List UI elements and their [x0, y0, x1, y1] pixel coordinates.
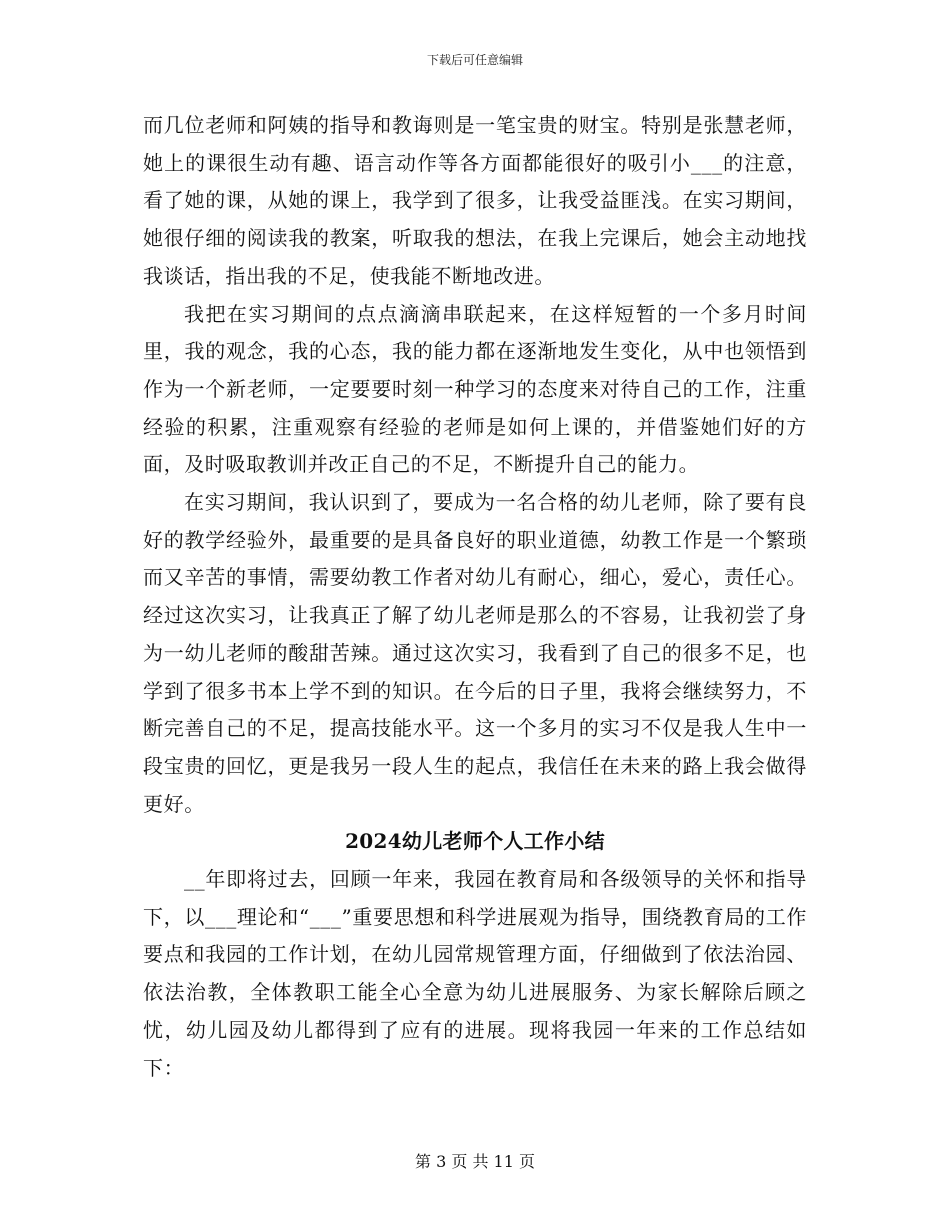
page-footer — [0, 1152, 950, 1172]
page-header — [0, 52, 950, 68]
header-note: 下载后可任意编辑 — [426, 53, 523, 67]
document-body — [143, 107, 807, 1087]
section-title: 2024幼儿老师个人工作小结 — [345, 829, 605, 854]
body-paragraph-1: 而几位老师和阿姨的指导和教诲则是一笔宝贵的财宝。特别是张慧老师，她上的课很生动有趣、语言动作等各方面都能很好的吸引小___的注意，看了她的课，从她的课上，我学到了很多，让我受益匪浅。在实习期间，她很仔细的阅读我的教案，听取我的想法，在我上完课后，她会主动地找我谈话，指出我的不足，使我能不断地改进。 — [143, 113, 807, 288]
section-paragraph-1: __年即将过去，回顾一年来，我园在教育局和各级领导的关怀和指导下，以___理论和“___”重要思想和科学进展观为指导，围绕教育局的工作要点和我园的工作计划，在幼儿园常规管理方面，仔细做到了依法治园、依法治教，全体教职工能全心全意为幼儿进展服务、为家长解除后顾之忧，幼儿园及幼儿都得到了应有的进展。现将我园一年来的工作总结如下： — [143, 867, 807, 1080]
body-paragraph-3: 在实习期间，我认识到了，要成为一名合格的幼儿老师，除了要有良好的教学经验外，最重要的是具备良好的职业道德，幼教工作是一个繁琐而又辛苦的事情，需要幼教工作者对幼儿有耐心，细心，爱心，责任心。经过这次实习，让我真正了解了幼儿老师是那么的不容易，让我初尝了身为一幼儿老师的酸甜苦辣。通过这次实习，我看到了自己的很多不足，也学到了很多书本上学不到的知识。在今后的日子里，我将会继续努力，不断完善自己的不足，提高技能水平。这一个多月的实习不仅是我人生中一段宝贵的回忆，更是我另一段人生的起点，我信任在未来的路上我会做得更好。 — [143, 490, 807, 816]
page-number-label: 第 3 页 共 11 页 — [415, 1152, 535, 1171]
body-paragraph-2: 我把在实习期间的点点滴滴串联起来，在这样短暂的一个多月时间里，我的观念，我的心态，我的能力都在逐渐地发生变化，从中也领悟到作为一个新老师，一定要要时刻一种学习的态度来对待自己的工作，注重经验的积累，注重观察有经验的老师是如何上课的，并借鉴她们好的方面，及时吸取教训并改正自己的不足，不断提升自己的能力。 — [143, 301, 807, 477]
